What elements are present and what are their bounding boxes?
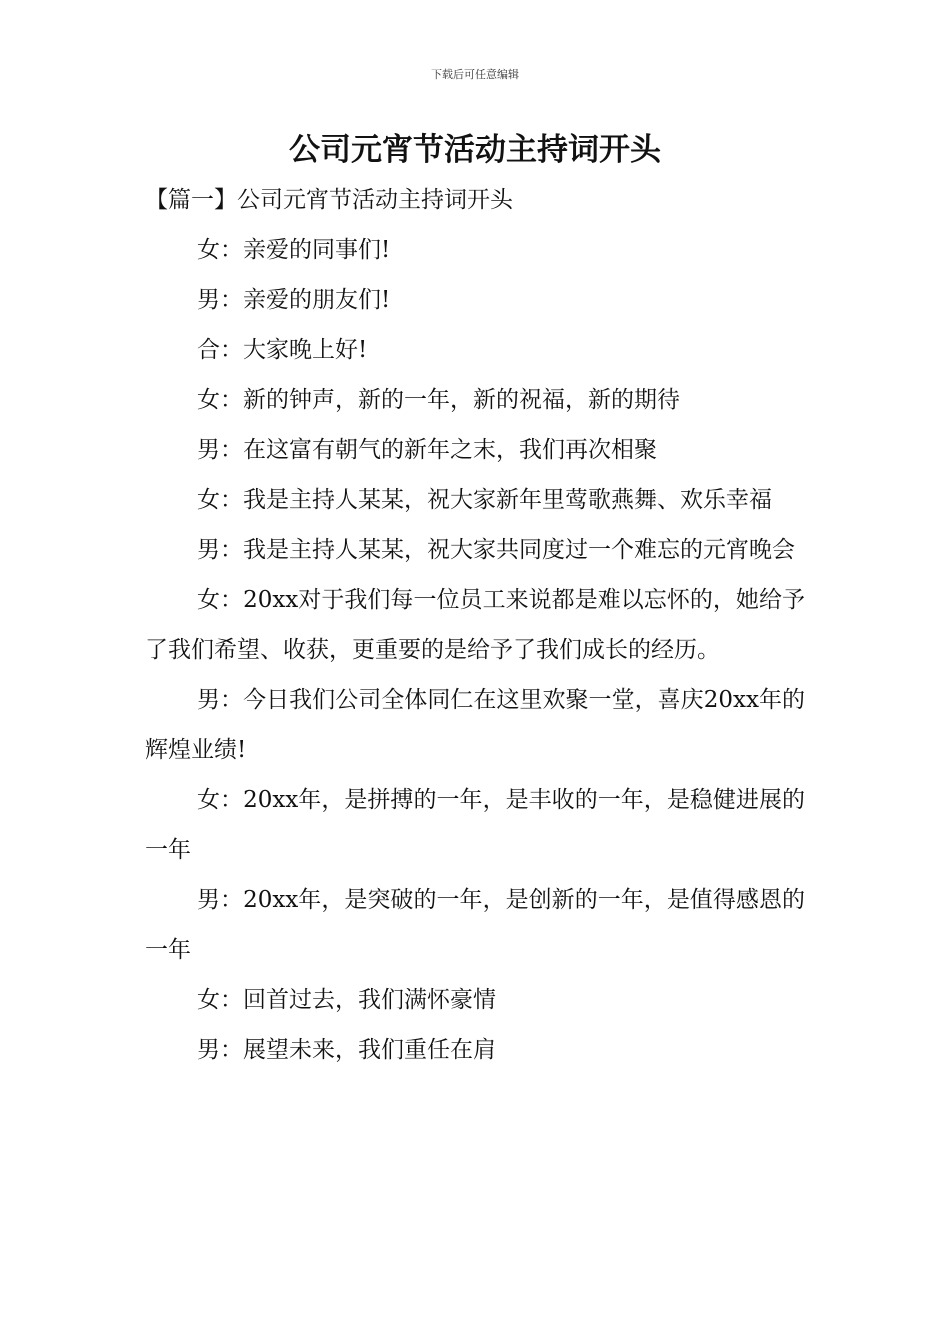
paragraph: 男：今日我们公司全体同仁在这里欢聚一堂，喜庆20xx年的辉煌业绩!	[145, 687, 805, 763]
document-title: 公司元宵节活动主持词开头	[289, 132, 661, 168]
paragraph: 女：20xx对于我们每一位员工来说都是难以忘怀的，她给予了我们希望、收获，更重要的是给予了我们成长的经历。	[145, 587, 805, 663]
paragraph: 男：在这富有朝气的新年之末，我们再次相聚	[197, 437, 657, 463]
section-heading: 【篇一】公司元宵节活动主持词开头	[145, 187, 513, 213]
paragraph: 男：展望未来，我们重任在肩	[197, 1037, 496, 1063]
paragraph: 女：回首过去，我们满怀豪情	[197, 987, 496, 1013]
paragraph: 男：我是主持人某某，祝大家共同度过一个难忘的元宵晚会	[197, 537, 795, 563]
paragraph: 合：大家晚上好!	[197, 337, 368, 363]
paragraph: 女：我是主持人某某，祝大家新年里莺歌燕舞、欢乐幸福	[197, 487, 772, 513]
document-body	[145, 175, 805, 1075]
page-header-note: 下载后可任意编辑	[431, 68, 519, 81]
paragraph: 女：新的钟声，新的一年，新的祝福，新的期待	[197, 387, 680, 413]
paragraph: 男：亲爱的朋友们!	[197, 287, 391, 313]
paragraph: 女：20xx年，是拼搏的一年，是丰收的一年，是稳健进展的一年	[145, 787, 805, 863]
paragraph: 男：20xx年，是突破的一年，是创新的一年，是值得感恩的一年	[145, 887, 805, 963]
paragraph: 女：亲爱的同事们!	[197, 237, 391, 263]
